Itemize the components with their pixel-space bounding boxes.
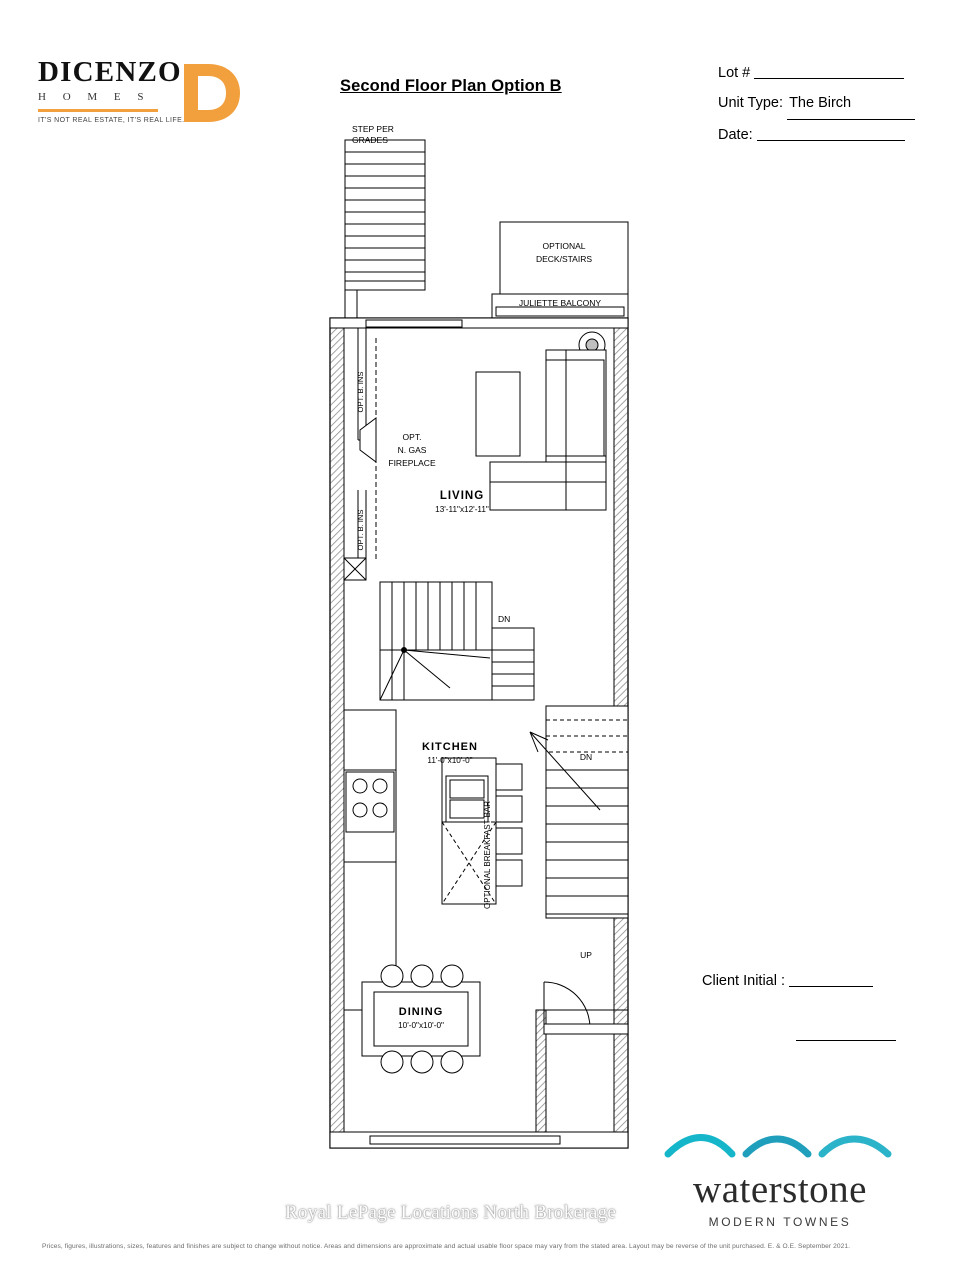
label-living-size: 13'-11"x12'-11": [435, 505, 489, 514]
floor-plan-drawing: [300, 110, 680, 1180]
label-opt-gas-3: FIREPLACE: [388, 458, 436, 468]
date-row: [718, 120, 938, 150]
step-per-grades-stair: [345, 140, 425, 320]
client-initial-input[interactable]: [789, 972, 873, 987]
waterstone-subtitle: MODERN TOWNES: [708, 1215, 852, 1229]
brokerage-watermark: Royal LePage Locations North Brokerage: [285, 1202, 617, 1223]
label-living-name: LIVING: [439, 490, 485, 502]
waterstone-logo: [636, 1128, 924, 1229]
date-input[interactable]: [757, 125, 905, 141]
dicenzo-logo: [38, 58, 268, 138]
label-optional-deck-2: DECK/STAIRS: [535, 254, 593, 264]
label-dn-lower: DN: [579, 752, 593, 762]
label-opt-b-ins-lower: OPT. B. INS: [356, 509, 365, 551]
unit-type-label: Unit Type:: [718, 95, 784, 111]
upper-stair-dn: [380, 582, 534, 700]
label-up: UP: [580, 950, 592, 960]
lot-info-block: [718, 58, 938, 150]
disclaimer-text: Prices, figures, illustrations, sizes, features and finishes are subject to change without notice. Areas and dimensions are approximate and actual usable floor space may vary from the stated area. Layout may be reverse of the unit purchased. E. & O.E. September 2021.: [42, 1243, 851, 1250]
lot-label: Lot #: [718, 65, 751, 81]
lot-row: [718, 58, 938, 88]
dicenzo-monogram-icon: [178, 60, 244, 126]
label-dn-upper: DN: [498, 614, 511, 624]
living-room-furniture: [476, 350, 606, 510]
kitchen-counters: [344, 710, 396, 1010]
brand-accent-rule: [38, 109, 158, 112]
label-juliette-balcony: JULIETTE BALCONY: [518, 298, 602, 308]
label-step-per-grades-2: GRADES: [352, 135, 388, 145]
label-kitchen-name: KITCHEN: [422, 741, 478, 753]
lower-stair-up-dn: [530, 706, 628, 918]
label-optional-deck-1: OPTIONAL: [542, 241, 586, 251]
page-title: Second Floor Plan Option B: [340, 77, 562, 95]
client-initial-field: [702, 972, 873, 989]
brand-subtitle: H O M E S: [38, 91, 151, 103]
kitchen-island-breakfast-bar: [442, 758, 522, 904]
signature-line[interactable]: [796, 1040, 896, 1041]
fireplace-nook: [360, 418, 376, 462]
label-dining-size: 10'-0"x10'-0": [398, 1021, 444, 1030]
waterstone-waves-icon: [660, 1128, 900, 1168]
label-opt-gas-2: N. GAS: [397, 445, 427, 455]
unit-type-row: [718, 88, 938, 120]
brand-tagline: IT'S NOT REAL ESTATE, IT'S REAL LIFE.: [38, 117, 185, 124]
lot-input[interactable]: [754, 63, 904, 79]
brand-name: DICENZO: [38, 56, 182, 88]
label-kitchen-size: 11'-0"x10'-0": [427, 756, 473, 765]
client-initial-label: Client Initial :: [702, 973, 786, 989]
label-opt-gas-1: OPT.: [402, 432, 422, 442]
label-breakfast-bar: OPTIONAL BREAKFAST BAR: [483, 800, 492, 910]
label-dining-name: DINING: [398, 1006, 444, 1018]
waterstone-name: waterstone: [693, 1168, 867, 1211]
unit-type-value[interactable]: The Birch: [787, 88, 915, 120]
label-step-per-grades-1: STEP PER: [352, 124, 394, 134]
label-opt-b-ins-top: OPT. B. INS: [356, 371, 365, 413]
date-label: Date:: [718, 127, 753, 143]
